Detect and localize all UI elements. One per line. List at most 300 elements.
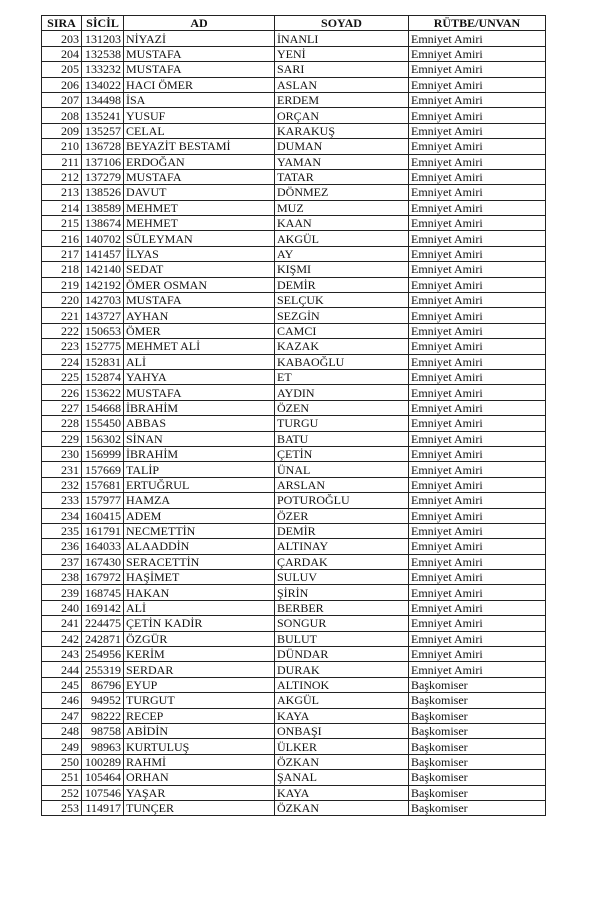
table-row xyxy=(42,369,546,384)
cell-sicil: 135241 xyxy=(82,108,124,123)
cell-rutbe: Başkomiser xyxy=(409,677,546,692)
cell-sira: 221 xyxy=(42,308,82,323)
cell-sicil: 157977 xyxy=(82,493,124,508)
table-row xyxy=(42,662,546,677)
cell-soyad: KIŞMI xyxy=(275,262,409,277)
cell-sicil: 133232 xyxy=(82,62,124,77)
cell-rutbe: Emniyet Amiri xyxy=(409,169,546,184)
cell-rutbe: Emniyet Amiri xyxy=(409,385,546,400)
cell-sicil: 167972 xyxy=(82,570,124,585)
cell-rutbe: Emniyet Amiri xyxy=(409,647,546,662)
cell-rutbe: Emniyet Amiri xyxy=(409,277,546,292)
header-sira: SIRA xyxy=(42,16,82,31)
cell-rutbe: Emniyet Amiri xyxy=(409,62,546,77)
table-row xyxy=(42,631,546,646)
cell-sicil: 255319 xyxy=(82,662,124,677)
table-row xyxy=(42,77,546,92)
cell-ad: HAMZA xyxy=(124,493,275,508)
cell-soyad: TATAR xyxy=(275,169,409,184)
cell-sicil: 157681 xyxy=(82,477,124,492)
cell-sira: 247 xyxy=(42,708,82,723)
table-row xyxy=(42,92,546,107)
cell-ad: ERTUĞRUL xyxy=(124,477,275,492)
cell-rutbe: Emniyet Amiri xyxy=(409,200,546,215)
cell-ad: SERDAR xyxy=(124,662,275,677)
cell-sicil: 86796 xyxy=(82,677,124,692)
table-row xyxy=(42,693,546,708)
cell-rutbe: Başkomiser xyxy=(409,785,546,800)
cell-ad: YAŞAR xyxy=(124,785,275,800)
cell-rutbe: Emniyet Amiri xyxy=(409,354,546,369)
cell-sira: 236 xyxy=(42,539,82,554)
table-row xyxy=(42,708,546,723)
cell-ad: RECEP xyxy=(124,708,275,723)
cell-rutbe: Emniyet Amiri xyxy=(409,123,546,138)
table-row xyxy=(42,139,546,154)
cell-sicil: 156302 xyxy=(82,431,124,446)
cell-rutbe: Emniyet Amiri xyxy=(409,139,546,154)
cell-ad: CELAL xyxy=(124,123,275,138)
cell-soyad: SARI xyxy=(275,62,409,77)
cell-sicil: 167430 xyxy=(82,554,124,569)
cell-sicil: 157669 xyxy=(82,462,124,477)
cell-sicil: 100289 xyxy=(82,754,124,769)
table-row xyxy=(42,754,546,769)
cell-rutbe: Emniyet Amiri xyxy=(409,585,546,600)
cell-ad: ÇETİN KADİR xyxy=(124,616,275,631)
cell-ad: ALİ xyxy=(124,354,275,369)
cell-sicil: 143727 xyxy=(82,308,124,323)
cell-rutbe: Emniyet Amiri xyxy=(409,323,546,338)
cell-sicil: 98758 xyxy=(82,723,124,738)
table-row xyxy=(42,323,546,338)
table-row xyxy=(42,62,546,77)
cell-sira: 235 xyxy=(42,523,82,538)
cell-sicil: 161791 xyxy=(82,523,124,538)
table-row xyxy=(42,477,546,492)
cell-sira: 213 xyxy=(42,185,82,200)
cell-sicil: 134498 xyxy=(82,92,124,107)
cell-sicil: 142140 xyxy=(82,262,124,277)
cell-sira: 210 xyxy=(42,139,82,154)
table-row xyxy=(42,616,546,631)
cell-sira: 232 xyxy=(42,477,82,492)
table-row xyxy=(42,216,546,231)
cell-ad: MEHMET ALİ xyxy=(124,339,275,354)
cell-sira: 239 xyxy=(42,585,82,600)
cell-ad: HACI ÖMER xyxy=(124,77,275,92)
cell-sicil: 152874 xyxy=(82,369,124,384)
cell-ad: ERDOĞAN xyxy=(124,154,275,169)
cell-rutbe: Emniyet Amiri xyxy=(409,31,546,46)
table-row xyxy=(42,431,546,446)
cell-sira: 225 xyxy=(42,369,82,384)
cell-rutbe: Emniyet Amiri xyxy=(409,92,546,107)
cell-rutbe: Emniyet Amiri xyxy=(409,493,546,508)
cell-ad: İSA xyxy=(124,92,275,107)
cell-sicil: 140702 xyxy=(82,231,124,246)
cell-soyad: DEMİR xyxy=(275,523,409,538)
cell-ad: SİNAN xyxy=(124,431,275,446)
cell-rutbe: Emniyet Amiri xyxy=(409,431,546,446)
cell-sicil: 105464 xyxy=(82,770,124,785)
cell-sira: 204 xyxy=(42,46,82,61)
cell-ad: KERİM xyxy=(124,647,275,662)
cell-soyad: ALTINAY xyxy=(275,539,409,554)
cell-soyad: DÜNDAR xyxy=(275,647,409,662)
cell-rutbe: Emniyet Amiri xyxy=(409,662,546,677)
cell-soyad: KAZAK xyxy=(275,339,409,354)
cell-soyad: ÜLKER xyxy=(275,739,409,754)
cell-ad: AYHAN xyxy=(124,308,275,323)
cell-sicil: 94952 xyxy=(82,693,124,708)
cell-rutbe: Emniyet Amiri xyxy=(409,262,546,277)
table-row xyxy=(42,400,546,415)
cell-sicil: 152831 xyxy=(82,354,124,369)
table-row xyxy=(42,31,546,46)
cell-sira: 214 xyxy=(42,200,82,215)
cell-sicil: 254956 xyxy=(82,647,124,662)
table-row xyxy=(42,46,546,61)
cell-sira: 207 xyxy=(42,92,82,107)
table-row xyxy=(42,354,546,369)
cell-soyad: MUZ xyxy=(275,200,409,215)
cell-sicil: 138526 xyxy=(82,185,124,200)
cell-sira: 229 xyxy=(42,431,82,446)
cell-soyad: CAMCI xyxy=(275,323,409,338)
cell-ad: ALAADDİN xyxy=(124,539,275,554)
cell-sira: 234 xyxy=(42,508,82,523)
cell-sicil: 242871 xyxy=(82,631,124,646)
header-ad: AD xyxy=(124,16,275,31)
cell-soyad: DUMAN xyxy=(275,139,409,154)
cell-ad: BEYAZİT BESTAMİ xyxy=(124,139,275,154)
cell-sicil: 138589 xyxy=(82,200,124,215)
cell-soyad: ÇARDAK xyxy=(275,554,409,569)
cell-rutbe: Emniyet Amiri xyxy=(409,523,546,538)
cell-soyad: DEMİR xyxy=(275,277,409,292)
cell-soyad: ÖZER xyxy=(275,508,409,523)
cell-rutbe: Emniyet Amiri xyxy=(409,293,546,308)
cell-rutbe: Emniyet Amiri xyxy=(409,631,546,646)
table-row xyxy=(42,416,546,431)
cell-rutbe: Emniyet Amiri xyxy=(409,369,546,384)
cell-soyad: ÖZKAN xyxy=(275,754,409,769)
header-rutbe: RÜTBE/UNVAN xyxy=(409,16,546,31)
cell-soyad: BATU xyxy=(275,431,409,446)
cell-soyad: AKGÜL xyxy=(275,231,409,246)
cell-sira: 211 xyxy=(42,154,82,169)
cell-ad: MUSTAFA xyxy=(124,62,275,77)
cell-sira: 244 xyxy=(42,662,82,677)
cell-sira: 216 xyxy=(42,231,82,246)
cell-sicil: 155450 xyxy=(82,416,124,431)
cell-rutbe: Emniyet Amiri xyxy=(409,154,546,169)
table-row xyxy=(42,277,546,292)
table-row xyxy=(42,723,546,738)
cell-sira: 245 xyxy=(42,677,82,692)
cell-soyad: DURAK xyxy=(275,662,409,677)
cell-soyad: POTUROĞLU xyxy=(275,493,409,508)
cell-sira: 222 xyxy=(42,323,82,338)
cell-ad: İLYAS xyxy=(124,246,275,261)
cell-soyad: YAMAN xyxy=(275,154,409,169)
table-row xyxy=(42,169,546,184)
cell-soyad: ÇETİN xyxy=(275,446,409,461)
table-row xyxy=(42,231,546,246)
personnel-table xyxy=(41,15,546,816)
table-row xyxy=(42,339,546,354)
cell-ad: ÖMER xyxy=(124,323,275,338)
cell-sicil: 169142 xyxy=(82,600,124,615)
cell-rutbe: Başkomiser xyxy=(409,800,546,815)
cell-soyad: ŞİRİN xyxy=(275,585,409,600)
cell-soyad: BULUT xyxy=(275,631,409,646)
cell-ad: YUSUF xyxy=(124,108,275,123)
cell-soyad: KABAOĞLU xyxy=(275,354,409,369)
cell-sira: 248 xyxy=(42,723,82,738)
cell-ad: ADEM xyxy=(124,508,275,523)
cell-ad: HAKAN xyxy=(124,585,275,600)
cell-sira: 253 xyxy=(42,800,82,815)
cell-soyad: ORÇAN xyxy=(275,108,409,123)
cell-soyad: ALTINOK xyxy=(275,677,409,692)
header-soyad: SOYAD xyxy=(275,16,409,31)
table-row xyxy=(42,185,546,200)
cell-sicil: 132538 xyxy=(82,46,124,61)
cell-rutbe: Başkomiser xyxy=(409,739,546,754)
cell-ad: ORHAN xyxy=(124,770,275,785)
cell-ad: İBRAHİM xyxy=(124,400,275,415)
cell-sira: 217 xyxy=(42,246,82,261)
cell-ad: MUSTAFA xyxy=(124,46,275,61)
cell-sira: 237 xyxy=(42,554,82,569)
cell-sicil: 142192 xyxy=(82,277,124,292)
cell-ad: ABBAS xyxy=(124,416,275,431)
cell-sira: 220 xyxy=(42,293,82,308)
table-row xyxy=(42,154,546,169)
cell-rutbe: Emniyet Amiri xyxy=(409,539,546,554)
cell-rutbe: Emniyet Amiri xyxy=(409,46,546,61)
cell-soyad: YENİ xyxy=(275,46,409,61)
cell-sira: 208 xyxy=(42,108,82,123)
cell-rutbe: Emniyet Amiri xyxy=(409,339,546,354)
table-row xyxy=(42,262,546,277)
cell-sicil: 134022 xyxy=(82,77,124,92)
cell-rutbe: Başkomiser xyxy=(409,754,546,769)
cell-rutbe: Emniyet Amiri xyxy=(409,600,546,615)
cell-sira: 240 xyxy=(42,600,82,615)
cell-rutbe: Emniyet Amiri xyxy=(409,246,546,261)
cell-sira: 241 xyxy=(42,616,82,631)
cell-rutbe: Emniyet Amiri xyxy=(409,77,546,92)
cell-sicil: 142703 xyxy=(82,293,124,308)
cell-soyad: AY xyxy=(275,246,409,261)
table-row xyxy=(42,108,546,123)
cell-soyad: TURGU xyxy=(275,416,409,431)
cell-soyad: ÖZKAN xyxy=(275,800,409,815)
cell-soyad: DÖNMEZ xyxy=(275,185,409,200)
table-row xyxy=(42,800,546,815)
table-body xyxy=(42,31,546,816)
cell-soyad: SEZGİN xyxy=(275,308,409,323)
cell-rutbe: Başkomiser xyxy=(409,708,546,723)
cell-ad: TURGUT xyxy=(124,693,275,708)
cell-ad: MUSTAFA xyxy=(124,293,275,308)
cell-sicil: 152775 xyxy=(82,339,124,354)
cell-ad: ALİ xyxy=(124,600,275,615)
table-row xyxy=(42,508,546,523)
cell-sicil: 156999 xyxy=(82,446,124,461)
cell-sicil: 137279 xyxy=(82,169,124,184)
cell-sicil: 131203 xyxy=(82,31,124,46)
table-row xyxy=(42,493,546,508)
cell-rutbe: Emniyet Amiri xyxy=(409,462,546,477)
table-row xyxy=(42,200,546,215)
cell-rutbe: Emniyet Amiri xyxy=(409,108,546,123)
table-row xyxy=(42,647,546,662)
cell-sira: 243 xyxy=(42,647,82,662)
cell-sira: 246 xyxy=(42,693,82,708)
cell-sira: 252 xyxy=(42,785,82,800)
cell-sira: 230 xyxy=(42,446,82,461)
cell-sira: 218 xyxy=(42,262,82,277)
cell-soyad: İNANLI xyxy=(275,31,409,46)
table-row xyxy=(42,523,546,538)
cell-sira: 251 xyxy=(42,770,82,785)
cell-soyad: BERBER xyxy=(275,600,409,615)
cell-soyad: ARSLAN xyxy=(275,477,409,492)
cell-sicil: 154668 xyxy=(82,400,124,415)
cell-ad: MUSTAFA xyxy=(124,385,275,400)
cell-sicil: 150653 xyxy=(82,323,124,338)
cell-rutbe: Emniyet Amiri xyxy=(409,400,546,415)
cell-sicil: 164033 xyxy=(82,539,124,554)
cell-sira: 242 xyxy=(42,631,82,646)
cell-sira: 203 xyxy=(42,31,82,46)
cell-rutbe: Emniyet Amiri xyxy=(409,231,546,246)
cell-sira: 233 xyxy=(42,493,82,508)
cell-rutbe: Emniyet Amiri xyxy=(409,554,546,569)
cell-ad: RAHMİ xyxy=(124,754,275,769)
cell-ad: KURTULUŞ xyxy=(124,739,275,754)
cell-sira: 250 xyxy=(42,754,82,769)
cell-rutbe: Emniyet Amiri xyxy=(409,416,546,431)
table-row xyxy=(42,462,546,477)
table-row xyxy=(42,600,546,615)
table-row xyxy=(42,585,546,600)
cell-ad: ABİDİN xyxy=(124,723,275,738)
cell-rutbe: Emniyet Amiri xyxy=(409,570,546,585)
cell-soyad: ŞANAL xyxy=(275,770,409,785)
cell-sicil: 153622 xyxy=(82,385,124,400)
cell-ad: EYUP xyxy=(124,677,275,692)
cell-rutbe: Emniyet Amiri xyxy=(409,308,546,323)
cell-ad: TALİP xyxy=(124,462,275,477)
cell-sicil: 98963 xyxy=(82,739,124,754)
cell-sicil: 136728 xyxy=(82,139,124,154)
table-header-row xyxy=(42,16,546,31)
cell-rutbe: Emniyet Amiri xyxy=(409,508,546,523)
table-row xyxy=(42,570,546,585)
cell-soyad: ET xyxy=(275,369,409,384)
cell-sicil: 107546 xyxy=(82,785,124,800)
cell-soyad: ASLAN xyxy=(275,77,409,92)
table-row xyxy=(42,677,546,692)
cell-rutbe: Emniyet Amiri xyxy=(409,446,546,461)
cell-rutbe: Emniyet Amiri xyxy=(409,185,546,200)
cell-sira: 231 xyxy=(42,462,82,477)
cell-ad: SEDAT xyxy=(124,262,275,277)
table-row xyxy=(42,539,546,554)
cell-sira: 209 xyxy=(42,123,82,138)
cell-ad: HAŞİMET xyxy=(124,570,275,585)
cell-ad: MUSTAFA xyxy=(124,169,275,184)
cell-ad: SERACETTİN xyxy=(124,554,275,569)
cell-soyad: ERDEM xyxy=(275,92,409,107)
cell-soyad: SULUV xyxy=(275,570,409,585)
cell-rutbe: Başkomiser xyxy=(409,693,546,708)
cell-sira: 206 xyxy=(42,77,82,92)
cell-rutbe: Emniyet Amiri xyxy=(409,477,546,492)
table-row xyxy=(42,785,546,800)
cell-ad: DAVUT xyxy=(124,185,275,200)
cell-sicil: 224475 xyxy=(82,616,124,631)
cell-rutbe: Başkomiser xyxy=(409,770,546,785)
cell-soyad: KAAN xyxy=(275,216,409,231)
cell-sira: 238 xyxy=(42,570,82,585)
cell-sira: 249 xyxy=(42,739,82,754)
table-row xyxy=(42,770,546,785)
cell-ad: YAHYA xyxy=(124,369,275,384)
cell-soyad: ÜNAL xyxy=(275,462,409,477)
cell-ad: MEHMET xyxy=(124,216,275,231)
cell-sicil: 98222 xyxy=(82,708,124,723)
cell-soyad: SELÇUK xyxy=(275,293,409,308)
table-row xyxy=(42,554,546,569)
table-row xyxy=(42,446,546,461)
cell-sira: 227 xyxy=(42,400,82,415)
cell-soyad: AKGÜL xyxy=(275,693,409,708)
cell-ad: ÖMER OSMAN xyxy=(124,277,275,292)
cell-sicil: 135257 xyxy=(82,123,124,138)
cell-sira: 215 xyxy=(42,216,82,231)
cell-sira: 219 xyxy=(42,277,82,292)
cell-ad: SÜLEYMAN xyxy=(124,231,275,246)
cell-sicil: 160415 xyxy=(82,508,124,523)
cell-ad: NİYAZİ xyxy=(124,31,275,46)
cell-sira: 228 xyxy=(42,416,82,431)
cell-ad: İBRAHİM xyxy=(124,446,275,461)
cell-soyad: KAYA xyxy=(275,785,409,800)
header-sicil: SİCİL xyxy=(82,16,124,31)
cell-ad: NECMETTİN xyxy=(124,523,275,538)
cell-sira: 226 xyxy=(42,385,82,400)
cell-sira: 205 xyxy=(42,62,82,77)
cell-soyad: SONGUR xyxy=(275,616,409,631)
cell-sira: 212 xyxy=(42,169,82,184)
cell-sicil: 138674 xyxy=(82,216,124,231)
cell-sicil: 114917 xyxy=(82,800,124,815)
cell-rutbe: Emniyet Amiri xyxy=(409,616,546,631)
table-row xyxy=(42,123,546,138)
cell-ad: ÖZGÜR xyxy=(124,631,275,646)
cell-sira: 224 xyxy=(42,354,82,369)
cell-soyad: KAYA xyxy=(275,708,409,723)
cell-rutbe: Başkomiser xyxy=(409,723,546,738)
cell-sira: 223 xyxy=(42,339,82,354)
cell-soyad: AYDIN xyxy=(275,385,409,400)
